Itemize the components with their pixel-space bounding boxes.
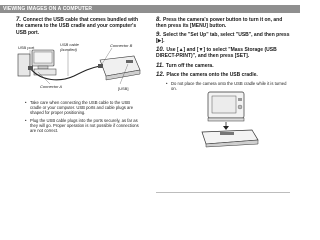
step-7-text: Connect the USB cable that comes bundled with the camera to the USB cradle and your computer's USB port. — [16, 17, 139, 36]
step-11-number: 11. — [156, 63, 164, 69]
left-bullet-1: • Take care when connecting the USB cable to the USB cradle or your computer. USB ports and cable plugs are shaped for proper positioning. — [30, 100, 142, 116]
left-bullet-2: • Plug the USB cable plugs into the ports securely, as far as they will go. Proper operation is not possible if connections are not correct. — [30, 118, 142, 134]
header-title: VIEWING IMAGES ON A COMPUTER — [3, 6, 93, 12]
usb-cable-label-line1: USB cable — [60, 42, 79, 47]
step-7-number: 7. — [16, 17, 22, 23]
usb-cable-label — [60, 43, 79, 52]
camera-onto-cradle-illustration — [196, 90, 266, 148]
step-11-text: Turn off the camera. — [165, 63, 214, 69]
step-12 — [156, 72, 290, 78]
step-8 — [156, 17, 290, 30]
step-12-text: Place the camera onto the USB cradle. — [166, 72, 258, 78]
right-bullet: • Do not place the camera onto the USB cradle while it is turned on. — [171, 81, 290, 91]
step-12-number: 12. — [156, 72, 165, 78]
step-10-number: 10. — [156, 47, 165, 53]
step-11 — [156, 63, 290, 69]
step-7 — [16, 17, 144, 36]
step-9 — [156, 32, 290, 45]
footer-divider — [156, 192, 290, 193]
step-10-text: Use [▲] and [▼] to select "Mass Storage (USB DIRECT-PRINT)", and then press [SET]. — [156, 47, 277, 60]
page-header — [0, 5, 300, 13]
step-10 — [156, 47, 290, 60]
camera-icon — [208, 92, 244, 121]
connector-b-label: Connector B — [110, 43, 133, 48]
connector-a-plug — [28, 66, 33, 70]
usb-tag-label: [USB] — [118, 86, 129, 91]
step-8-number: 8. — [156, 17, 162, 23]
step-9-text: Select the "Set Up" tab, select "USB", and then press [▶]. — [156, 32, 290, 45]
connector-b-plug — [98, 64, 103, 68]
usb-cable-label-line2: (bundled) — [60, 46, 77, 52]
step-8-text: Press the camera's power button to turn it on, and then press its [MENU] button. — [156, 17, 283, 30]
usb-port-label: USB port — [18, 45, 35, 50]
connector-a-label: Connector A — [40, 84, 63, 89]
usb-cradle-icon — [202, 130, 258, 147]
computer-icon — [18, 50, 56, 76]
step-9-number: 9. — [156, 32, 162, 38]
usb-cradle — [100, 56, 140, 80]
